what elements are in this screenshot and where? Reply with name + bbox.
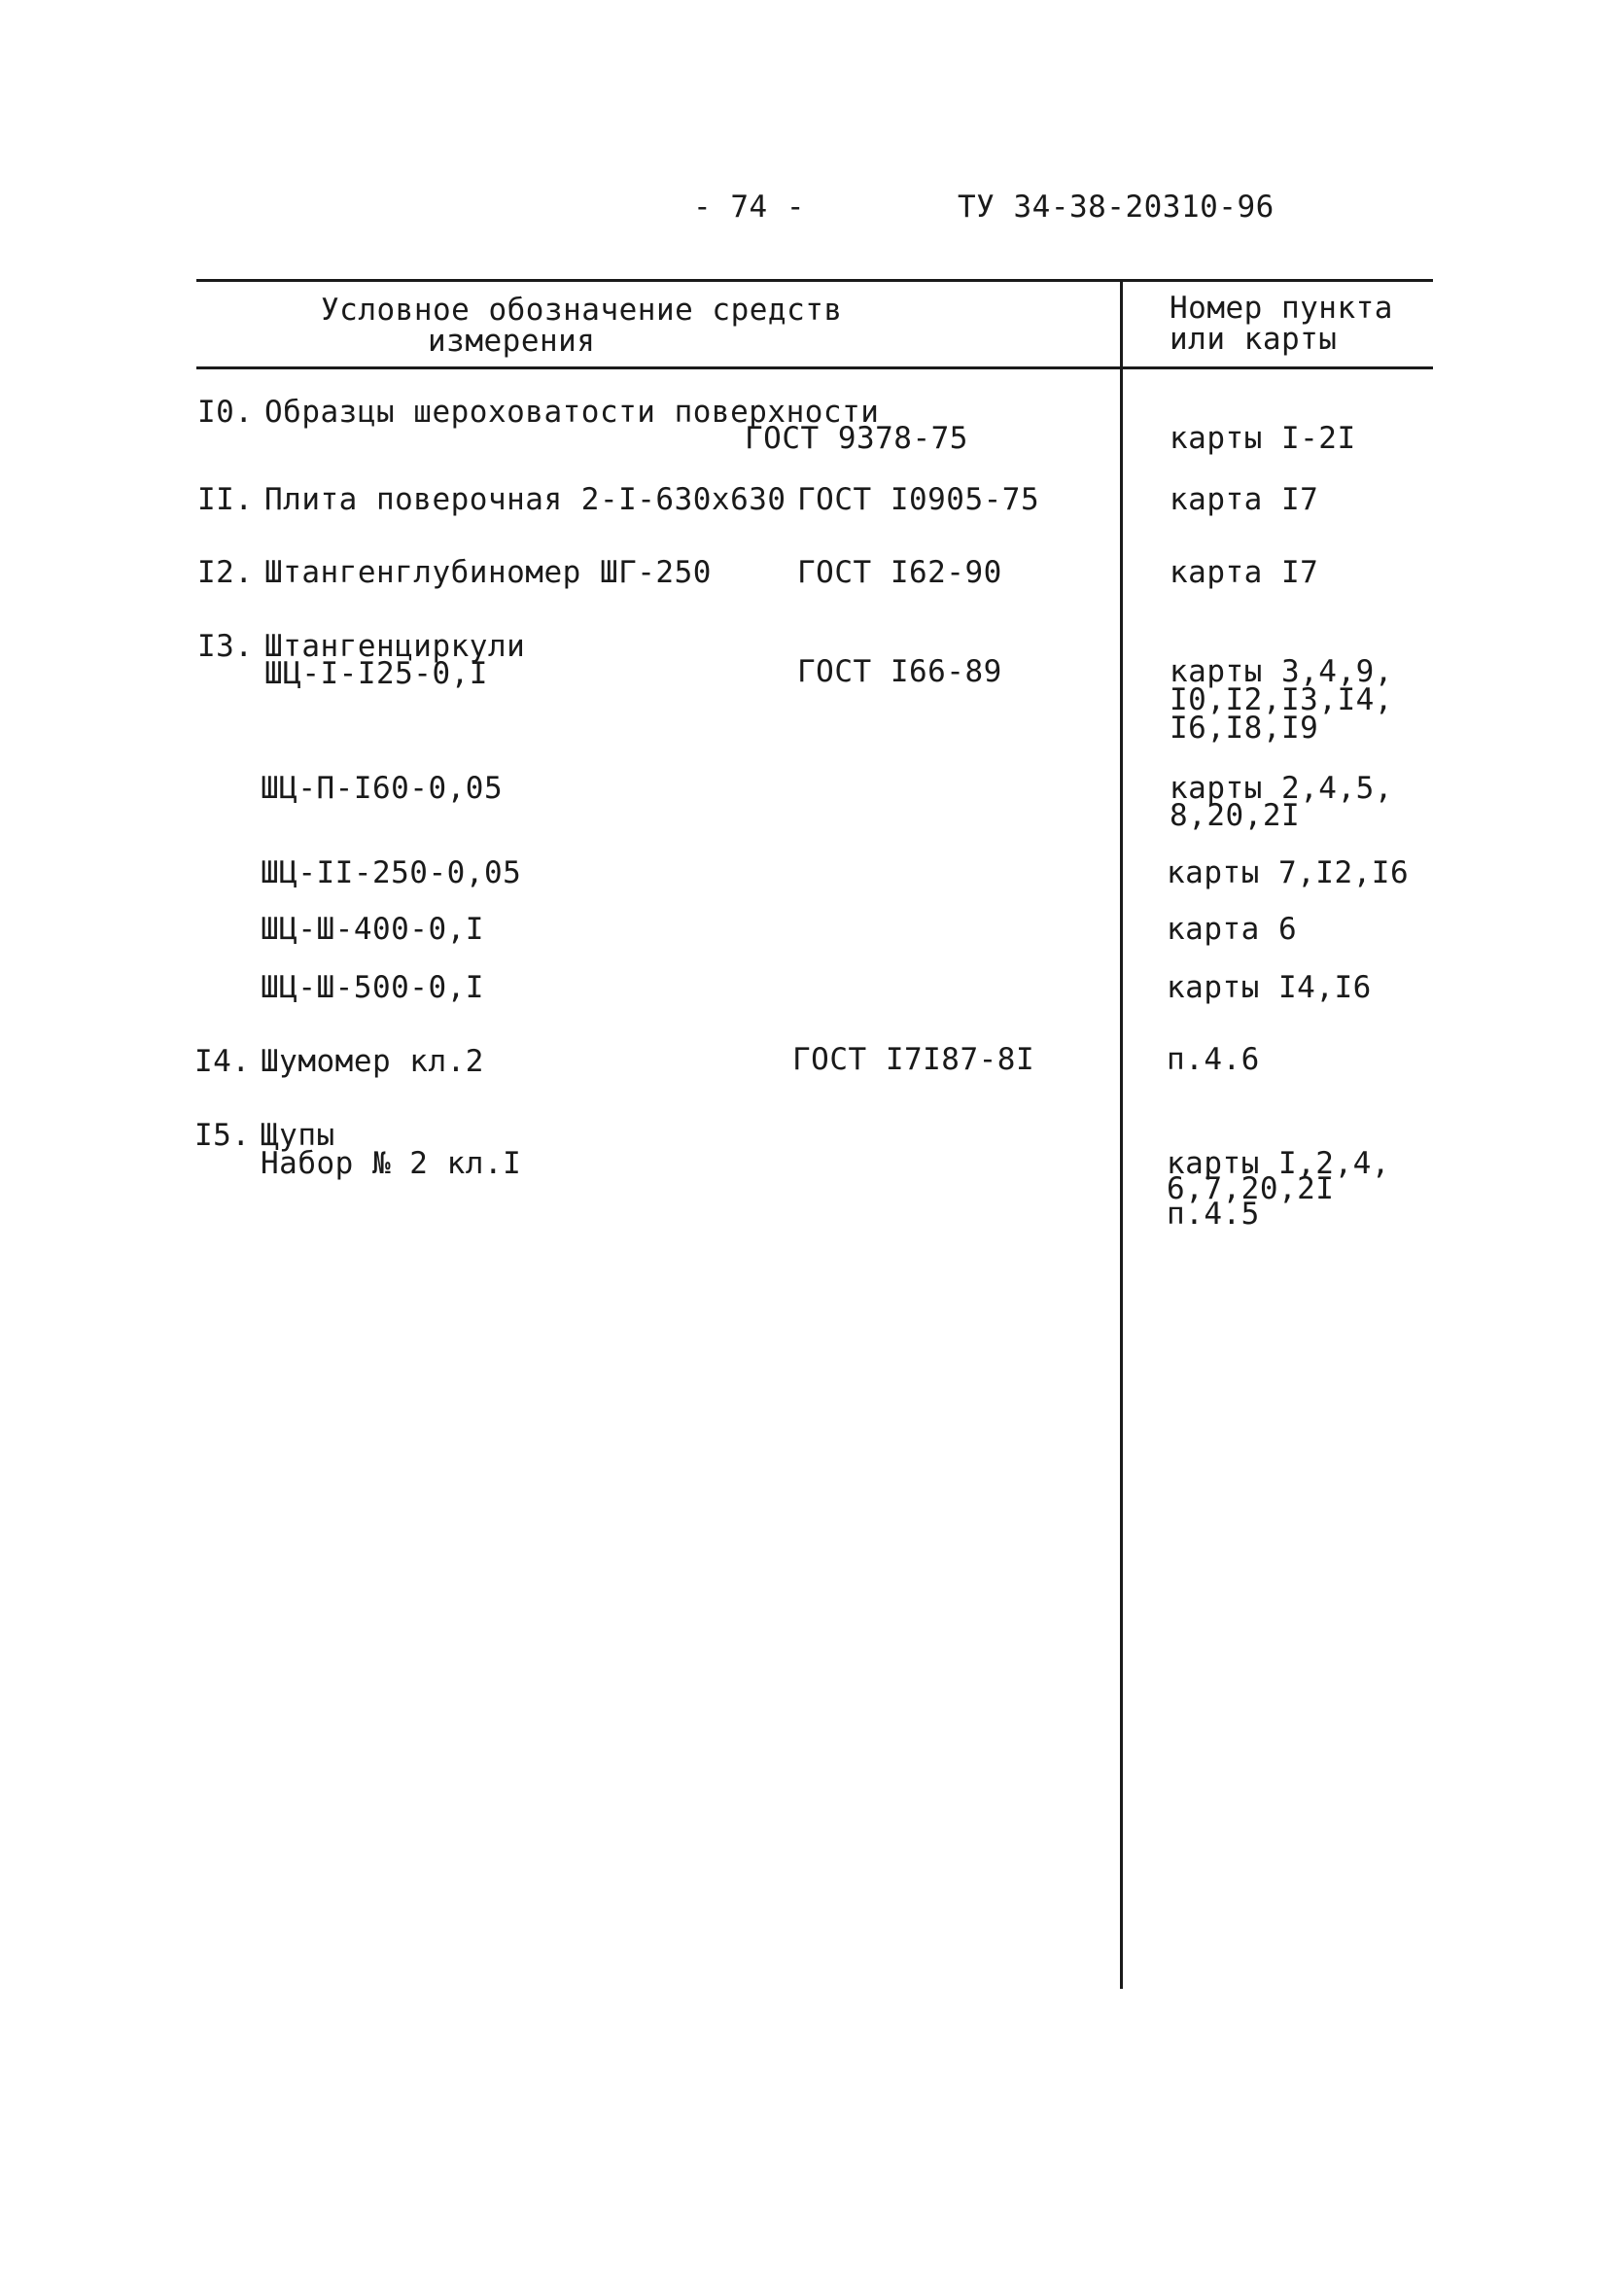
card-ref: п.4.5 xyxy=(1167,1197,1260,1232)
instrument-name: Штангенглубиномер ШГ-250 xyxy=(264,555,712,590)
row-number: II. xyxy=(197,482,254,517)
instrument-subitem: Набор № 2 кл.I xyxy=(261,1146,522,1181)
instrument-subitem: ШЦ-П-I60-0,05 xyxy=(261,771,504,806)
standard-ref: ГОСТ I62-90 xyxy=(797,555,1002,590)
standard-ref: ГОСТ I7I87-8I xyxy=(792,1042,1035,1077)
standard-ref: ГОСТ I66-89 xyxy=(797,654,1002,689)
card-ref: п.4.6 xyxy=(1167,1042,1260,1077)
instrument-name: Штангенциркули xyxy=(264,629,526,664)
instrument-subitem: ШЦ-Ш-400-0,I xyxy=(261,912,484,947)
instrument-name: Шумомер кл.2 xyxy=(261,1044,484,1079)
card-ref: карта 6 xyxy=(1167,912,1298,947)
row-number: I5. xyxy=(194,1118,251,1153)
card-ref: 8,20,2I xyxy=(1170,798,1301,833)
instrument-name: Плита поверочная 2-I-630х630 xyxy=(264,482,786,517)
col-header-reference-line2: или карты xyxy=(1170,322,1338,357)
card-ref: карты I4,I6 xyxy=(1167,970,1372,1005)
card-ref: карта I7 xyxy=(1170,555,1319,590)
table-header-rule xyxy=(196,366,1433,369)
card-ref: карты 3,4,9, xyxy=(1170,654,1393,689)
card-ref: I6,I8,I9 xyxy=(1170,711,1319,746)
document-code: ТУ 34-38-20310-96 xyxy=(958,190,1275,225)
card-ref: I0,I2,I3,I4, xyxy=(1170,682,1393,717)
card-ref: карты 7,I2,I6 xyxy=(1167,855,1410,890)
table-top-rule xyxy=(196,279,1433,282)
instrument-name: Щупы xyxy=(261,1118,335,1153)
row-number: I0. xyxy=(197,395,254,430)
card-ref: 6,7,20,2I xyxy=(1167,1171,1335,1206)
row-number: I3. xyxy=(197,629,254,664)
card-ref: карты 2,4,5, xyxy=(1170,771,1393,806)
card-ref: карты I-2I xyxy=(1170,421,1356,456)
row-number: I2. xyxy=(197,555,254,590)
row-number: I4. xyxy=(194,1044,251,1079)
col-header-designation-line1: Условное обозначение средств xyxy=(321,293,843,328)
card-ref: карты I,2,4, xyxy=(1167,1146,1390,1181)
column-divider xyxy=(1120,282,1123,1989)
standard-ref: ГОСТ I0905-75 xyxy=(797,482,1040,517)
instrument-subitem: ШЦ-II-250-0,05 xyxy=(261,855,522,890)
instrument-subitem: ШЦ-Ш-500-0,I xyxy=(261,970,484,1005)
card-ref: карта I7 xyxy=(1170,482,1319,517)
col-header-designation-line2: измерения xyxy=(428,324,596,359)
instrument-name: Образцы шероховатости поверхности xyxy=(264,395,880,430)
standard-ref: ГОСТ 9378-75 xyxy=(745,421,968,456)
instrument-subitem: ШЦ-I-I25-0,I xyxy=(264,656,488,691)
col-header-reference-line1: Номер пункта xyxy=(1170,291,1393,326)
page-number: - 74 - xyxy=(693,190,805,225)
